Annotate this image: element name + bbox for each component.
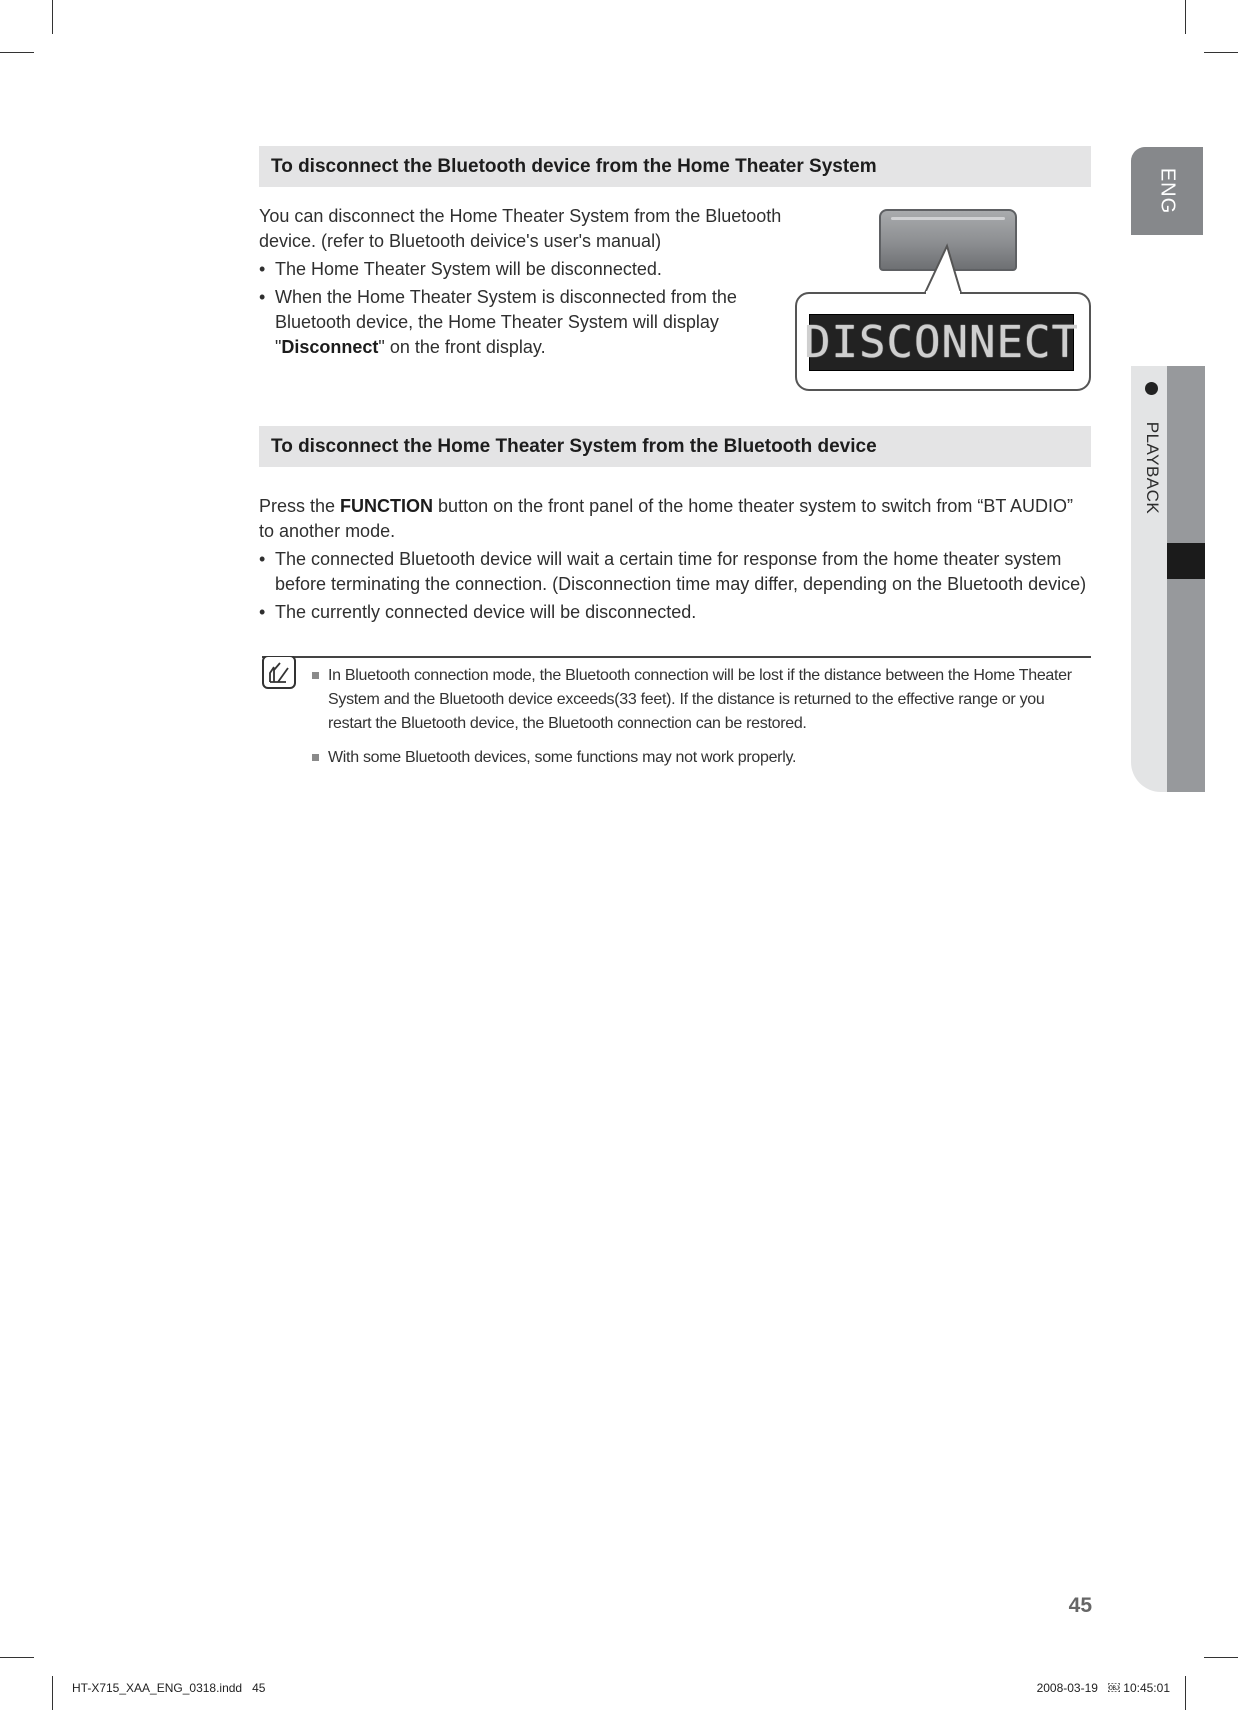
section-heading: To disconnect the Home Theater System from the Bluetooth device xyxy=(259,426,1091,467)
intro-text: device. (refer to Bluetooth deivice's user's manual) xyxy=(259,231,662,251)
function-keyword: FUNCTION xyxy=(340,496,434,516)
front-display: DISCONNECT xyxy=(809,314,1074,371)
list-item: • The currently connected device will be disconnected. xyxy=(259,600,1099,625)
note-list xyxy=(312,664,1102,770)
square-bullet-icon xyxy=(312,754,319,761)
crop-mark xyxy=(52,0,53,34)
note-item: With some Bluetooth devices, some functions may not work properly. xyxy=(312,746,1102,770)
chapter-position-marker xyxy=(1167,543,1205,579)
bullet-dot-icon xyxy=(1145,382,1158,395)
crop-mark xyxy=(52,1676,53,1710)
square-bullet-icon xyxy=(312,672,319,679)
note-icon xyxy=(262,656,296,690)
language-tab: ENG xyxy=(1131,147,1203,235)
section-heading: To disconnect the Bluetooth device from the Home Theater System xyxy=(259,146,1091,187)
section2-body: Press the FUNCTION button on the front panel of the home theater system to switch from “BT AUDIO” to another mode. • The connected Bluetooth device will wait a certain time for response from the home theater system before terminating the connection. (Disconnection time may differ, depending on the Bluetooth device) • The currently connected device will be disconnected. xyxy=(259,494,1099,625)
disconnect-keyword: Disconnect xyxy=(281,337,379,357)
crop-mark xyxy=(0,1657,34,1658)
crop-mark xyxy=(1204,1657,1238,1658)
page-number: 45 xyxy=(1068,1594,1092,1617)
chapter-tab-stripe xyxy=(1167,366,1205,792)
crop-mark xyxy=(0,52,34,53)
crop-mark xyxy=(1185,0,1186,34)
section1-body xyxy=(259,204,799,360)
footer-timestamp: 2008-03-19 ￼ 10:45:01 xyxy=(1036,1681,1170,1695)
list-item: • The connected Bluetooth device will wait a certain time for response from the home theater system before terminating the connection. (Disconnection time may differ, depending on the Bluetooth device) xyxy=(259,547,1099,597)
list-item: • The Home Theater System will be disconnected. xyxy=(259,257,799,282)
callout-pointer-icon xyxy=(795,240,1095,300)
chapter-tab: PLAYBACK xyxy=(1140,378,1164,528)
crop-mark xyxy=(1185,1676,1186,1710)
footer-filename: HT-X715_XAA_ENG_0318.indd 45 xyxy=(72,1681,266,1695)
note-divider xyxy=(262,656,1091,658)
list-item: • When the Home Theater System is disconnected from the Bluetooth device, the Home Theater System will display "Disconnect" on the front display. xyxy=(259,285,799,360)
note-item: In Bluetooth connection mode, the Bluetooth connection will be lost if the distance between the Home Theater System and the Bluetooth device exceeds(33 feet). If the distance is returned to the effective range or you restart the Bluetooth device, the Bluetooth connection can be restored. xyxy=(312,664,1102,736)
paragraph: Press the FUNCTION button on the front panel of the home theater system to switch from “BT AUDIO” xyxy=(259,496,1074,516)
crop-mark xyxy=(1204,52,1238,53)
intro-text: You can disconnect the Home Theater System from the Bluetooth xyxy=(259,206,782,226)
